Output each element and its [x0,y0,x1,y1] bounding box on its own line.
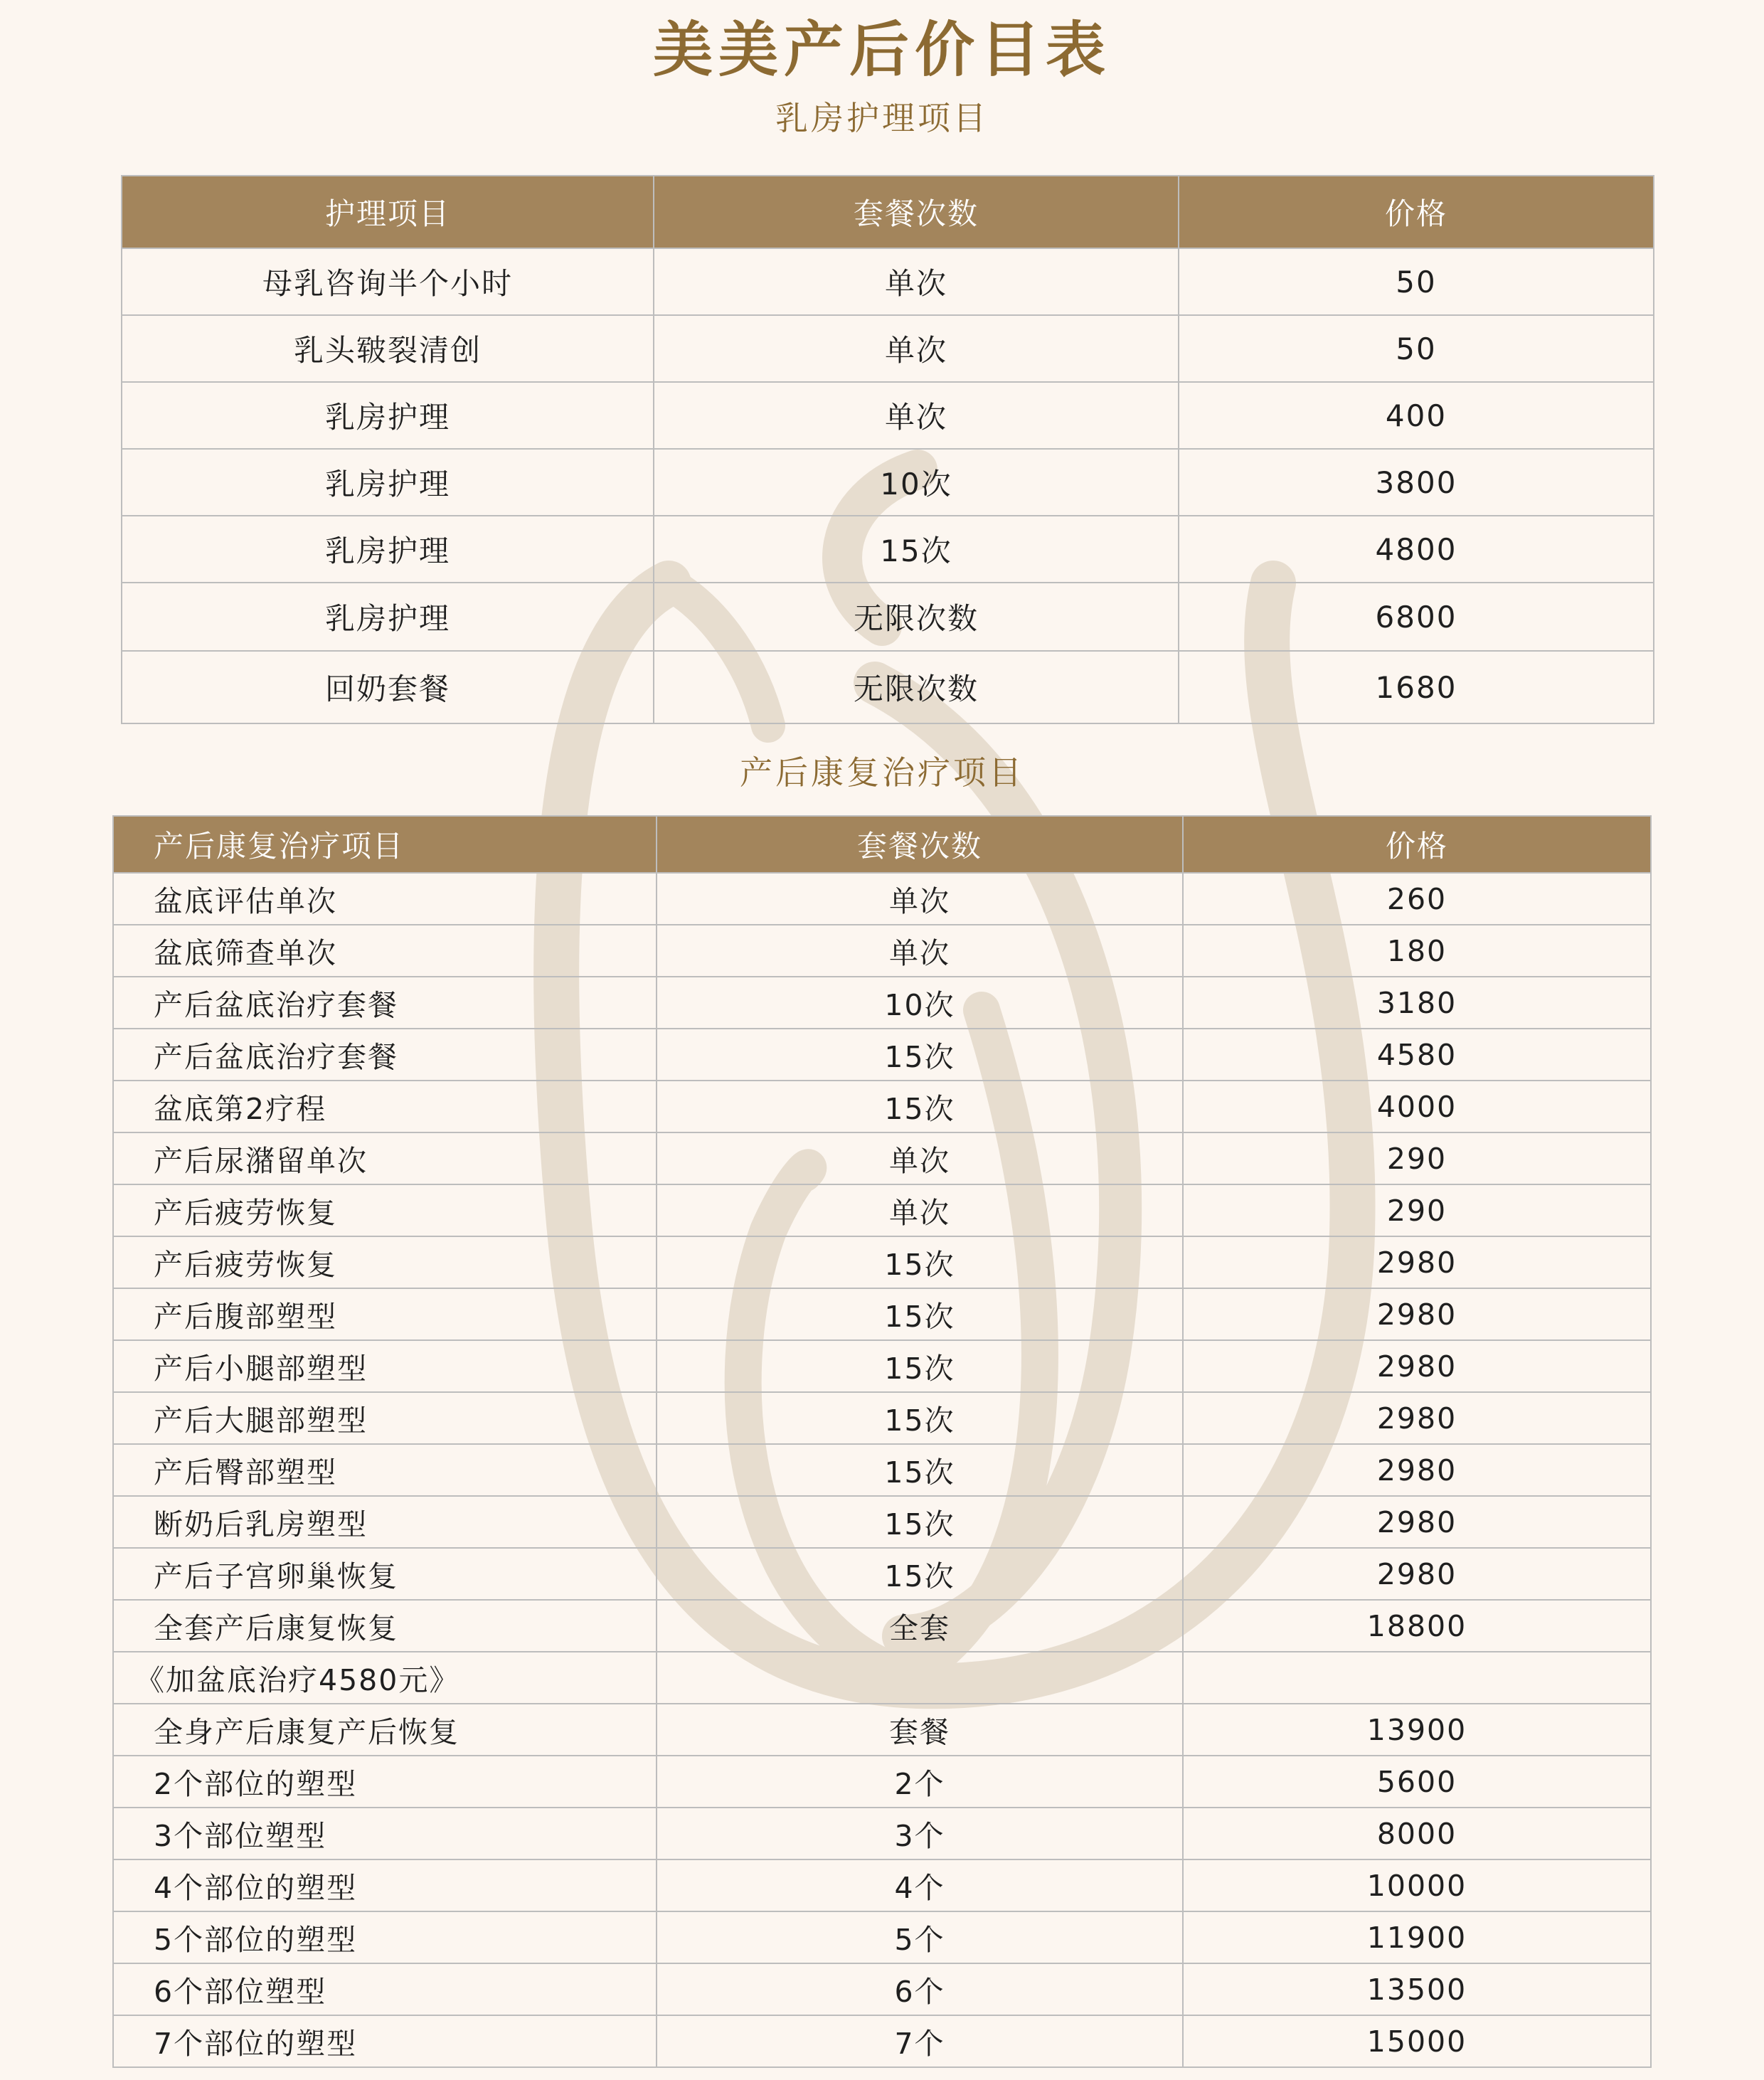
sessions-cell: 无限次数 [654,583,1179,651]
item-cell: 《加盆底治疗4580元》 [113,1652,657,1704]
item-cell: 产后盆底治疗套餐 [113,977,657,1029]
sessions-cell: 单次 [657,873,1183,925]
sessions-cell: 5个 [657,1911,1183,1963]
item-cell: 乳房护理 [122,516,654,583]
sessions-cell: 单次 [654,248,1179,315]
item-cell: 2个部位的塑型 [113,1756,657,1808]
price-cell: 2980 [1183,1548,1651,1600]
sessions-cell: 单次 [657,1184,1183,1236]
sessions-cell: 套餐 [657,1704,1183,1756]
sessions-cell: 单次 [657,925,1183,977]
sessions-cell: 7个 [657,2015,1183,2067]
sessions-cell: 15次 [657,1444,1183,1496]
sessions-cell: 10次 [657,977,1183,1029]
price-cell: 15000 [1183,2015,1651,2067]
table-row [113,873,1651,925]
sessions-cell: 15次 [657,1288,1183,1340]
price-cell: 260 [1183,873,1651,925]
price-cell: 4580 [1183,1029,1651,1081]
price-cell: 13900 [1183,1704,1651,1756]
sessions-cell: 15次 [654,516,1179,583]
item-cell: 产后疲劳恢复 [113,1236,657,1288]
sessions-cell: 15次 [657,1548,1183,1600]
sessions-cell: 15次 [657,1236,1183,1288]
price-cell: 400 [1179,382,1654,449]
item-cell: 乳房护理 [122,449,654,516]
price-cell: 11900 [1183,1911,1651,1963]
price-cell: 290 [1183,1132,1651,1184]
price-cell: 2980 [1183,1288,1651,1340]
item-cell: 产后尿潴留单次 [113,1132,657,1184]
table-row [113,1859,1651,1911]
item-cell: 全套产后康复恢复 [113,1600,657,1652]
table-header-row [113,816,1651,873]
price-cell: 180 [1183,925,1651,977]
price-cell: 2980 [1183,1236,1651,1288]
price-cell: 2980 [1183,1392,1651,1444]
table-row [122,315,1654,382]
table-row [113,1756,1651,1808]
price-cell: 50 [1179,315,1654,382]
sessions-cell: 6个 [657,1963,1183,2015]
table-row [113,1132,1651,1184]
sessions-cell: 全套 [657,1600,1183,1652]
sessions-cell [657,1652,1183,1704]
price-cell: 4800 [1179,516,1654,583]
table-row [122,651,1654,723]
item-cell: 母乳咨询半个小时 [122,248,654,315]
table-row [113,1911,1651,1963]
price-cell: 2980 [1183,1496,1651,1548]
item-cell: 断奶后乳房塑型 [113,1496,657,1548]
table-row [122,248,1654,315]
sessions-cell: 15次 [657,1029,1183,1081]
price-cell: 1680 [1179,651,1654,723]
item-cell: 产后疲劳恢复 [113,1184,657,1236]
table-header-row [122,176,1654,248]
table-row [113,1340,1651,1392]
breast-care-table [121,175,1654,724]
table-row [113,2015,1651,2067]
item-cell: 6个部位塑型 [113,1963,657,2015]
table-row [113,1704,1651,1756]
price-cell [1183,1652,1651,1704]
table-row [122,583,1654,651]
table-row [113,1444,1651,1496]
price-cell: 50 [1179,248,1654,315]
column-header-item: 护理项目 [122,176,654,248]
item-cell: 盆底评估单次 [113,873,657,925]
item-cell: 乳房护理 [122,382,654,449]
table-row [113,1288,1651,1340]
item-cell: 产后大腿部塑型 [113,1392,657,1444]
item-cell: 乳头皲裂清创 [122,315,654,382]
item-cell: 4个部位的塑型 [113,1859,657,1911]
table-row [113,1808,1651,1859]
item-cell: 全身产后康复产后恢复 [113,1704,657,1756]
item-cell: 回奶套餐 [122,651,654,723]
page-title: 美美产后价目表 [652,15,1111,85]
sessions-cell: 单次 [654,315,1179,382]
sessions-cell: 10次 [654,449,1179,516]
table-row [113,1184,1651,1236]
sessions-cell: 2个 [657,1756,1183,1808]
price-cell: 18800 [1183,1600,1651,1652]
table-row [122,516,1654,583]
price-cell: 10000 [1183,1859,1651,1911]
item-cell: 3个部位塑型 [113,1808,657,1859]
item-cell: 盆底筛查单次 [113,925,657,977]
sessions-cell: 4个 [657,1859,1183,1911]
sessions-cell: 15次 [657,1081,1183,1132]
table-row [122,449,1654,516]
table-row [113,1236,1651,1288]
item-cell: 产后盆底治疗套餐 [113,1029,657,1081]
item-cell: 5个部位的塑型 [113,1911,657,1963]
section2-heading: 产后康复治疗项目 [740,753,1024,792]
item-cell: 产后子宫卵巢恢复 [113,1548,657,1600]
sessions-cell: 3个 [657,1808,1183,1859]
column-header-price: 价格 [1179,176,1654,248]
price-cell: 2980 [1183,1444,1651,1496]
sessions-cell: 15次 [657,1496,1183,1548]
price-cell: 2980 [1183,1340,1651,1392]
price-cell: 5600 [1183,1756,1651,1808]
item-cell: 7个部位的塑型 [113,2015,657,2067]
item-cell: 乳房护理 [122,583,654,651]
price-cell: 8000 [1183,1808,1651,1859]
column-header-sessions: 套餐次数 [654,176,1179,248]
table-row [113,1963,1651,2015]
table-row [113,1392,1651,1444]
table-row [113,1548,1651,1600]
table-row [113,1652,1651,1704]
column-header-sessions: 套餐次数 [657,816,1183,873]
table-row [122,382,1654,449]
column-header-price: 价格 [1183,816,1651,873]
item-cell: 产后小腿部塑型 [113,1340,657,1392]
price-cell: 3800 [1179,449,1654,516]
section1-heading: 乳房护理项目 [775,99,989,137]
sessions-cell: 15次 [657,1340,1183,1392]
price-cell: 13500 [1183,1963,1651,2015]
item-cell: 盆底第2疗程 [113,1081,657,1132]
sessions-cell: 无限次数 [654,651,1179,723]
price-cell: 290 [1183,1184,1651,1236]
table-row [113,1600,1651,1652]
sessions-cell: 15次 [657,1392,1183,1444]
table-row [113,1496,1651,1548]
sessions-cell: 单次 [654,382,1179,449]
table-row [113,925,1651,977]
postpartum-recovery-table [112,815,1652,2068]
item-cell: 产后臀部塑型 [113,1444,657,1496]
price-cell: 4000 [1183,1081,1651,1132]
price-cell: 3180 [1183,977,1651,1029]
table-row [113,977,1651,1029]
table-row [113,1029,1651,1081]
price-cell: 6800 [1179,583,1654,651]
sessions-cell: 单次 [657,1132,1183,1184]
column-header-item: 产后康复治疗项目 [113,816,657,873]
item-cell: 产后腹部塑型 [113,1288,657,1340]
table-row [113,1081,1651,1132]
